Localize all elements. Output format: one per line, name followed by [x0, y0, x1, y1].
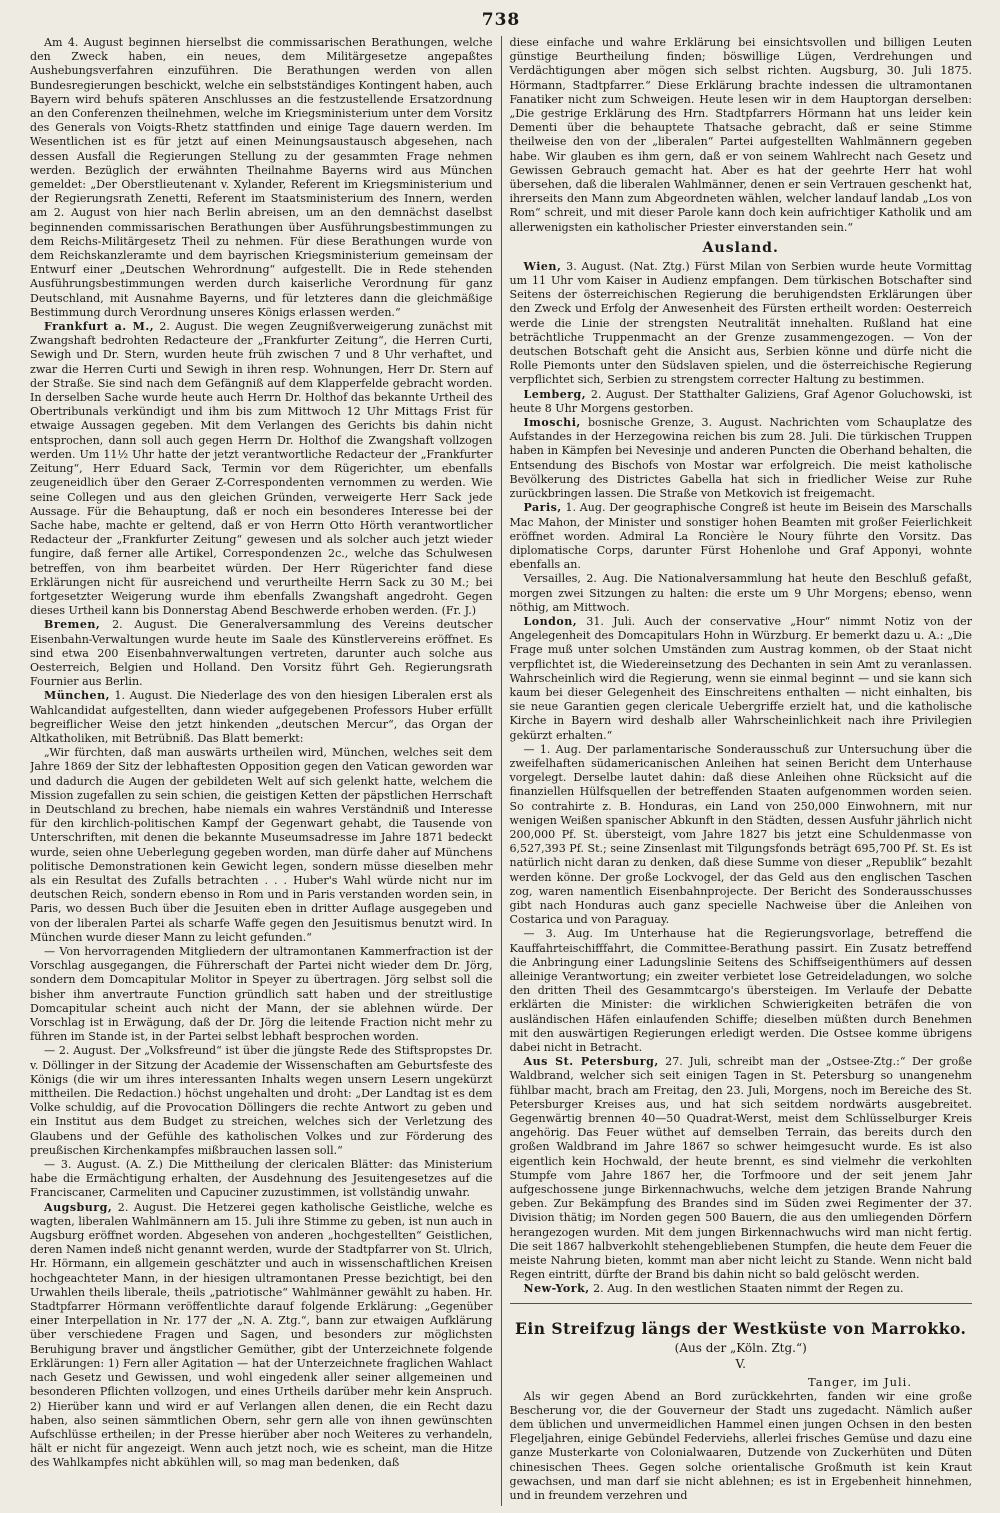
paragraph-text: 2. August. Die Hetzerei gegen katholische Geistliche, welche es wagten, liberalen Wahlmännern am 15. Juli ihre Stimme zu geben, ist nun auch in Augsburg eröffnet worden. Abgesehen von anderen „hochgestellten“ Geistlichen, deren Namen indeß nicht genannt werden, wurde der Stadtpfarrer von St. Ulrich, Hr. Hörmann, ein allgemein geschätzter und auch in wissenschaftlichen Kreisen hochgeachteter Mann, in der hiesigen ultramontanen Presse bezichtigt, bei den Urwahlen theils liberale, theils „patriotische“ Wahlmänner gewählt zu haben. Hr. Stadtpfarrer Hörmann veröffentlichte darauf folgende Erklärung: „Gegenüber einer Interpellation in Nr. 177 der „N. A. Ztg.“, bann zur etwaigen Aufklärung über verschiedene Fragen und Sagen, und besonders zur möglichsten Beruhigung braver und ängstlicher Gemüther, gibt der Unterzeichnete folgende Erklärungen: 1) Fern aller Agitation — hat der Unterzeichnete fraglichen Wahlact nach Gesetz und Gewissen, und wohl eingedenk aller seiner allgemeinen und besonderen Pflichten vollzogen, und eines Urtheils darüber mehr kein Anspruch. 2) Hierüber kann und wird er auf Verlangen allen denen, die ein Recht dazu haben, also seinen sämmtlichen Obern, sehr gern alle von ihnen gewünschten Aufschlüsse ertheilen; in der Presse hierüber aber noch Weiteres zu verhandeln, hält er nicht für angezeigt. Wenn auch jetzt noch, wie es scheint, man die Hitze des Wahlkampfes nicht abkühlen will, so mag man bedenken, daß [30, 1200, 493, 1470]
news-paragraph [30, 1158, 493, 1201]
paragraph-text: 3. August. (Nat. Ztg.) Fürst Milan von Serbien wurde heute Vormittag um 11 Uhr vom Kaiser in Audienz empfangen. Dem türkischen Botschafter sind Seitens der österreichischen Regierung die beruhigendsten Erklärungen über den Zweck und Erfolg der Anwesenheit des Fürsten ertheilt worden: Oesterreich werde die Linie der strengsten Neutralität innehalten. Rußland hat eine beträchtliche Truppenmacht an der Grenze zusammengezogen. — Von der deutschen Botschaft geht die Ansicht aus, Serbien könne und dürfe nicht die Rolle Piemonts unter den Südslaven spielen, und die österreichische Regierung verpflichtet sich, Serbien zu strengstem correcter Haltung zu bestimmen. [509, 259, 972, 387]
paragraph-text: Versailles, 2. Aug. Die Nationalversammlung hat heute den Beschluß gefaßt, morgen zwei Sitzungen zu halten: die erste um 9 Uhr Morgens; ebenso, wenn nöthig, am Mittwoch. [509, 572, 972, 614]
paragraph-text: — 3. August. (A. Z.) Die Mittheilung der clericalen Blätter: das Ministerium habe die Ermächtigung erhalten, der Ausdehnung des Jesuitengesetzes auf die Franciscaner, Carmeliten und Capuciner zuzustimmen, ist vollständig unwahr. [30, 1158, 493, 1200]
news-paragraph [510, 615, 973, 743]
place-heading: London, [523, 614, 578, 628]
place-heading: Aus St. Petersburg, [523, 1055, 659, 1069]
news-paragraph [30, 746, 493, 945]
paragraph-text: Am 4. August beginnen hierselbst die commissarischen Berathungen, welche den Zweck haben, ein neues, dem Militärgesetze angepaßtes Aushebungsverfahren einzuführen. Die Berathungen werden von allen Bundesregierungen beschickt, welche ein selbstständiges Kontingent haben, auch Bayern wird behufs späteren Anschlusses an die festzustellende Ersatzordnung an den Conferenzen theilnehmen, welche im Kriegsministerium unter dem Vorsitz des Generals von Voigts-Rhetz stattfinden und einige Tage dauern werden. Im Wesentlichen ist es für jetzt auf einen Meinungsaustausch abgesehen, nach dessen Ausfall die Regierungen Stellung zu der gesammten Frage nehmen werden. Bezüglich der erwähnten Theilnahme Bayerns wird aus München gemeldet: „Der Oberstlieutenant v. Xylander, Referent im Kriegsministerium und der Regierungsrath Zenetti, Referent im Staatsministerium des Innern, werden am 2. August von hier nach Berlin abreisen, um an den demnächst daselbst beginnenden commissarischen Berathungen über Ausführungsbestimmungen zu dem Reichs-Militärgesetz Theil zu nehmen. Für diese Berathungen wurde von dem Reichskanzleramte und dem bayrischen Kriegsministerium gemeinsam der Entwurf einer „Deutschen Wehrordnung“ aufgestellt. Die in Rede stehenden Ausführungsbestimmungen werden durch kaiserliche Verordnung für ganz Deutschland, mit Ausnahme Bayerns, und für letzteres dann die gleichmäßige Bestimmung durch Verordnung unseres Königs erlassen werden.“ [30, 36, 493, 319]
news-paragraph [510, 572, 973, 615]
right-column-intro: diese einfache und wahre Erklärung bei einsichtsvollen und billigen Leuten günstige Beurtheilung finden; böswillige Lügen, Verdrehungen und Verdächtigungen aber mögen sich selbst richten. Augsburg, 30. Juli 1875. Hörmann, Stadtpfarrer.“ Diese Erklärung brachte indessen die ultramontanen Fanatiker nicht zum Schweigen. Heute lesen wir in dem Hauptorgan derselben: „Die gestrige Erklärung des Hrn. Stadtpfarrers Hörmann hat uns leider kein Dementi über die behauptete Thatsache gebracht, daß er seine Stimme theilweise den von der „liberalen“ Partei aufgestellten Wahlmännern gegeben habe. Wir glauben es ihm gern, daß er von seinem Wahlrecht nach Gesetz und Gewissen Gebrauch gemacht hat. Aber es hat der geehrte Herr hat wohl übersehen, daß die liberalen Wahlmänner, denen er sein Vertrauen geschenkt hat, ihrerseits den Mann zum Abgeordneten wählen, welcher landauf landab „Los von Rom“ schreit, und mit dieser Parole kann doch kein aufrichtiger Katholik und am allerwenigsten ein katholischer Priester einverstanden sein.“ [509, 36, 972, 234]
news-paragraph [510, 501, 973, 572]
paragraph-text: 2. August. Die Generalversammlung des Vereins deutscher Eisenbahn-Verwaltungen wurde heute im Saale des Künstlervereins eröffnet. Es sind etwa 200 Eisenbahnverwaltungen vertreten, darunter auch solche aus Oesterreich, Belgien und Holland. Den Vorsitz führt Geh. Regierungsrath Fournier aus Berlin. [30, 618, 493, 689]
section-heading-ausland: Ausland. [702, 239, 779, 256]
paragraph-text: 2. August. Der Statthalter Galiziens, Graf Agenor Goluchowski, ist heute 8 Uhr Morgens gestorben. [509, 387, 972, 415]
news-paragraph [30, 1044, 493, 1158]
news-paragraph [510, 1282, 973, 1296]
news-paragraph [510, 260, 973, 388]
feuilleton-number: V. [735, 1356, 746, 1371]
paragraph-text: 2. August. Die wegen Zeugnißverweigerung zunächst mit Zwangshaft bedrohten Redacteure der „Frankfurter Zeitung“, die Herren Curti, Sewigh und Dr. Stern, wurden heute früh zwischen 7 und 8 Uhr verhaftet, und zwar die Herren Curti und Sewigh in ihren resp. Wohnungen, Herr Dr. Stern auf der Straße. Sie sind nach dem Gefängniß auf dem Klapperfelde gebracht worden. In derselben Sache wurde heute auch Herrn Dr. Holthof das bekannte Urtheil des Obertribunals verkündigt und ihm bis zum Mittwoch 12 Uhr Mittags Frist für etwaige Aussagen gegeben. Mit dem Verlangen des Gerichts bis dahin nicht entsprochen, dann soll auch gegen Herrn Dr. Holthof die Zwangshaft vollzogen werden. Um 11½ Uhr hatte der jetzt verantwortliche Redacteur der „Frankfurter Zeitung“, Herr Eduard Sack, Termin vor dem Rügerichter, um ebenfalls zeugeneidlich über den Geraer Z-Correspondenten vernommen zu werden. Wie seine Collegen und aus den gleichen Gründen, verweigerte Herr Sack jede Aussage. Für die Behauptung, daß er noch ein besonderes Interesse bei der Sache habe, machte er geltend, daß er von Herrn Otto Hörth verantwortlicher Redacteur der „Frankfurter Zeitung“ gewesen und als solcher auch jetzt wieder fungire, daß ferner alle Artikel, Correspondenzen 2c., welche das Schulwesen betreffen, von ihm bearbeitet würden. Der Herr Rügerichter fand diese Erklärungen nicht für ausreichend und verurtheilte Herrn Sack zu 30 M.; bei fortgesetzter Weigerung wurde ihm ebenfalls Zwangshaft angedroht. Gegen dieses Urtheil kann bis Donnerstag Abend Beschwerde erhoben werden. (Fr. J.) [30, 320, 493, 618]
place-heading: Lemberg, [523, 387, 587, 401]
feuilleton-text: Als wir gegen Abend an Bord zurückkehrten, fanden wir eine große Bescherung vor, die der Gouverneur der Stadt uns zugedacht. Nämlich außer dem üblichen und unvermeidlichen Hammel einen jungen Ochsen in den besten Flegeljahren, einige Gebündel Federviehs, allerlei frisches Gemüse und dazu eine ganze Musterkarte von Colonialwaaren, Dutzende von Zuckerhüten und Düten chinesischen Thees. Gegen solche orientalische Großmuth ist kein Kraut gewachsen, und man darf sie nicht ablehnen; es ist in Ergebenheit hinnehmen, und in freundem verzehren und [509, 1389, 972, 1503]
paragraph-text: 27. Juli, schreibt man der „Ostsee-Ztg.:“ Der große Waldbrand, welcher sich seit einigen Tagen in St. Petersburg so unangenehm fühlbar macht, brach am Freitag, den 23. Juli, Morgens, noch im Bereiche des St. Petersburger Kreises aus, und hat sich seitdem nordwärts ausgebreitet. Gegenwärtig brennen 40—50 Quadrat-Werst, meist dem Schlüsselburger Kreis angehörig. Das Feuer wüthet auf demselben Terrain, das bereits durch den großen Waldbrand im Jahre 1867 so schwer heimgesucht wurde. Es ist also eigentlich kein Hochwald, der heute brennt, es sind vielmehr die verkohlten Stumpfe vom Jahre 1867 her, die Torfmoore und der seit jenem Jahr aufgeschossene junge Birkennachwuchs, welche dem jetzigen Brande Nahrung geben. Zur Bekämpfung des Brandes sind im Süden zwei Regimenter der 37. Division thätig; im Norden gegen 500 Bauern, die aus den umliegenden Dörfern herangezogen wurden. Mit dem jungen Birkennachwuchs wird man nicht fertig. Die seit 1867 halbverkohlt stehengebliebenen Stumpfen, die heute dem Feuer die meiste Nahrung bieten, kommt man aber nicht leicht zu Stande. Wenn nicht bald Regen eintritt, dürfte der Brand bis dahin nicht so bald gelöscht werden. [509, 1055, 972, 1282]
page-number: 738 [481, 10, 521, 30]
news-paragraph [30, 689, 493, 746]
article-divider [510, 1303, 973, 1304]
news-paragraph [30, 320, 493, 618]
place-heading: New-York, [523, 1282, 590, 1296]
news-paragraph [30, 618, 493, 689]
news-paragraph [510, 927, 973, 1055]
place-heading: Frankfurt a. M., [44, 320, 155, 334]
place-heading: Paris, [523, 501, 562, 515]
feuilleton-dateline: Tanger, im Juli. [807, 1374, 912, 1389]
foreign-news-articles [510, 260, 973, 1297]
news-paragraph [30, 945, 493, 1044]
paragraph-text: bosnische Grenze, 3. August. Nachrichten vom Schauplatze des Aufstandes in der Herzegowina reichen bis zum 28. Juli. Die türkischen Truppen haben in Kämpfen bei Nevesinje und anderen Puncten die Oberhand behalten, die Entsendung des Bischofs von Mostar war erfolgreich. Die meist katholische Bevölkerung des Districtes Gabella hat sich in friedlicher Weise zur Ruhe zurückbringen lassen. Die Straße von Metkovich ist freigemacht. [509, 416, 972, 501]
place-heading: Bremen, [44, 618, 101, 632]
paragraph-text: 31. Juli. Auch der conservative „Hour“ nimmt Notiz von der Angelegenheit des Domcapitulars Hohn in Würzburg. Er bemerkt dazu u. A.: „Die Frage muß unter solchen Umständen zum Austrag kommen, ob der Staat nicht verpflichtet ist, die Wiedereinsetzung des Dechanten in sein Amt zu veranlassen. Wahrscheinlich wird die Regierung, wenn sie einmal beginnt — und sie kann sich kaum bei dieser Gelegenheit des Einschreitens enthalten — nicht einhalten, bis sie neue Garantien gegen clericale Uebergriffe erzielt hat, und die katholische Kirche in Bayern wird deshalb aller Wahrscheinlichkeit nach ihre Privilegien gekürzt erhalten.“ [509, 614, 972, 742]
left-column [30, 36, 501, 1506]
paragraph-text: „Wir fürchten, daß man auswärts urtheilen wird, München, welches seit dem Jahre 1869 der Sitz der lebhaftesten Opposition gegen den Vatican geworden war und dadurch die Augen der gebildeten Welt auf sich gelenkt hatte, welchem die Mission zugefallen zu sein schien, die geistigen Ketten der päpstlichen Herrschaft in Deutschland zu brechen, habe niemals ein wahres Verständniß und Interesse für den kirchlich-politischen Kampf der Gegenwart gehabt, die Tausende von Unterschriften, mit denen die bekannte Museumsadresse im Jahre 1871 bedeckt wurde, seien ohne Ueberlegung gegeben worden, man dürfe daher auf Münchens politische Demonstrationen kein Gewicht legen, sondern müsse dieselben mehr als ein Resultat des Zufalls betrachten . . . Huber's Wahl würde nicht nur im deutschen Reich, sondern ebenso in Rom und in Paris verstanden worden sein, in Paris, wo dessen Buch über die Jesuiten eben in dritter Auflage ausgegeben und von der liberalen Partei als scharfe Waffe gegen den Jesuitismus benutzt wird. In München wurde dieser Mann zu leicht gefunden.“ [30, 746, 493, 944]
place-heading: Wien, [523, 259, 562, 273]
place-heading: Imoschi, [523, 416, 581, 430]
column-container [30, 36, 972, 1506]
paragraph-text: — 2. August. Der „Volksfreund“ ist über die jüngste Rede des Stiftspropstes Dr. v. Döllinger in der Sitzung der Academie der Wissenschaften am Geburtsfeste des Königs (die wir um ihres interessanten Inhalts wegen unsern Lesern ungekürzt mittheilen. Die Redaction.) höchst ungehalten und droht: „Der Landtag ist es dem Volke schuldig, auf die Provocation Döllingers die rechte Antwort zu geben und ein Institut aus dem Budget zu streichen, welches sich der Verletzung des Glaubens und der Gefühle des katholischen Volkes und zur Förderung des preußischen Kirchenkampfes mißbrauchen lassen soll.“ [30, 1044, 493, 1157]
news-paragraph [510, 743, 973, 928]
news-paragraph [510, 416, 973, 501]
news-paragraph [30, 1201, 493, 1471]
place-heading: Augsburg, [44, 1200, 113, 1214]
place-heading: München, [44, 689, 110, 703]
feuilleton-source: (Aus der „Köln. Ztg.“) [674, 1340, 807, 1355]
paragraph-text: — 3. Aug. Im Unterhause hat die Regierungsvorlage, betreffend die Kauffahrteischifffahrt, die Committee-Berathung passirt. Ein Zusatz betreffend die Anbringung einer Ladungslinie Seitens des Schiffseigenthümers auf dessen alleinige Verantwortung; ein zweiter verbietet lose Getreideladungen, wo solche den dritten Theil des Gesammtcargo's übersteigen. Im Verlaufe der Debatte erklärten die Minister: die wirklichen Schwierigkeiten beträfen die von ausländischen Häfen einlaufenden Schiffe; dieselben müßten durch Benehmen mit den auswärtigen Regierungen erledigt werden. Die Ostsee komme übrigens dabei nicht in Betracht. [509, 927, 972, 1055]
paragraph-text: — Von hervorragenden Mitgliedern der ultramontanen Kammerfraction ist der Vorschlag ausgegangen, die Führerschaft der Partei nicht wieder dem Dr. Jörg, sondern dem Domcapitular Molitor in Speyer zu übertragen. Jörg selbst soll die bisher ihm anvertraute Function gründlich satt haben und der streitlustige Domcapitular scheint auch nicht der Mann, der sie ablehnen würde. Der Vorschlag ist in Erwägung, daß der Dr. Jörg die leitende Fraction nicht mehr zu führen im Stande ist, in der Partei selbst lebhaft besprochen worden. [30, 945, 493, 1044]
right-column [501, 36, 973, 1506]
paragraph-text: 2. Aug. In den westlichen Staaten nimmt der Regen zu. [593, 1282, 904, 1296]
news-paragraph [510, 1055, 973, 1282]
paragraph-text: — 1. Aug. Der parlamentarische Sonderausschuß zur Untersuchung über die zweifelhaften südamericanischen Anleihen hat seinen Bericht dem Unterhause vorgelegt. Derselbe lautet dahin: daß diese Anleihen ohne Rücksicht auf die finanziellen Hülfsquellen der betreffenden Staaten aufgenommen worden seien. So contrahirte z. B. Honduras, ein Land von 250,000 Einwohnern, mit nur wenigen Weißen spanischer Abkunft in den Städten, dessen Ausfuhr jährlich nicht 200,000 Pf. St. übersteigt, vom Jahre 1827 bis jetzt eine Schuldenmasse von 6,527,393 Pf. St.; seine Zinsenlast mit Tilgungsfonds beträgt 695,700 Pf. St. Es ist natürlich nicht daran zu denken, daß diese Summe von dieser „Republik“ bezahlt werden könne. Der große Lockvogel, der das Geld aus den englischen Taschen zog, waren namentlich Eisenbahnprojecte. Der Bericht des Sonderausschusses gibt nach Honduras auch ganz specielle Nachweise über die Anleihen von Costarica und von Paraguay. [509, 742, 972, 927]
paragraph-text: 1. Aug. Der geographische Congreß ist heute im Beisein des Marschalls Mac Mahon, der Minister und sonstiger hohen Beamten mit großer Feierlichkeit eröffnet worden. Admiral La Roncière le Noury führte den Vorsitz. Das diplomatische Corps, darunter Fürst Hohenlohe und Graf Apponyi, wohnte ebenfalls an. [509, 501, 972, 572]
news-paragraph [30, 36, 493, 320]
feuilleton-title: Ein Streifzug längs der Westküste von Marrokko. [515, 1318, 967, 1338]
news-paragraph [510, 388, 973, 416]
paragraph-text: 1. August. Die Niederlage des von den hiesigen Liberalen erst als Wahlcandidat aufgestellten, dann wieder aufgegebenen Professors Huber erfüllt begreiflicher Weise den jetzt hinkenden „deutschen Mercur“, das Organ der Altkatholiken, mit Betrübniß. Das Blatt bemerkt: [30, 689, 493, 745]
